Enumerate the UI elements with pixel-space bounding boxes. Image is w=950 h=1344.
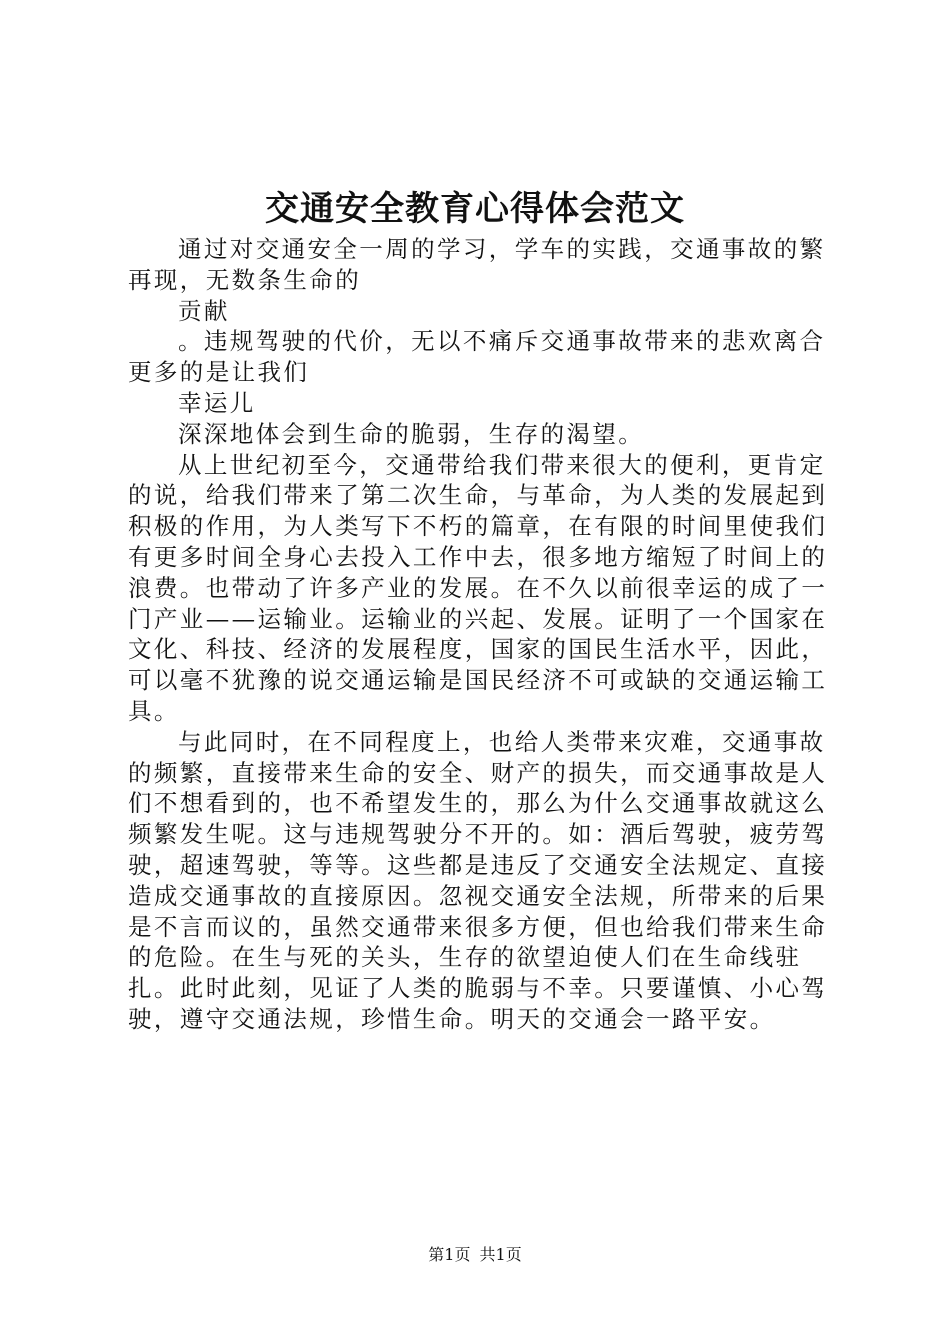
document-title: 交通安全教育心得体会范文 — [265, 189, 685, 229]
paragraph: 深深地体会到生命的脆弱，生存的渴望。 — [178, 419, 645, 448]
paragraph: 与此同时，在不同程度上，也给人类带来灾难，交通事故的频繁，直接带来生命的安全、财产的损失，而交通事故是人们不想看到的，也不希望发生的，那么为什么交通事故就这么频繁发生呢。这与违规驾驶分不开的。如：酒后驾驶，疲劳驾驶，超速驾驶，等等。这些都是违反了交通安全法规定、直接造成交通事故的直接原因。忽视交通安全法规，所带来的后果是不言而议的，虽然交通带来很多方便，但也给我们带来生命的危险。在生与死的关头，生存的欲望迫使人们在生命线驻扎。此时此刻，见证了人类的脆弱与不幸。只要谨慎、小心驾驶，遵守交通法规，珍惜生命。明天的交通会一路平安。 — [128, 727, 828, 1033]
paragraph: 贡献 — [178, 296, 230, 325]
page-total: 共1页 — [479, 1245, 522, 1264]
document-body — [128, 234, 828, 1035]
paragraph: 幸运儿 — [178, 388, 256, 417]
paragraph: 从上世纪初至今，交通带给我们带来很大的便利，更肯定的说，给我们带来了第二次生命，与革命，为人类的发展起到积极的作用，为人类写下不朽的篇章，在有限的时间里使我们有更多时间全身心去投入工作中去，很多地方缩短了时间上的浪费。也带动了许多产业的发展。在不久以前很幸运的成了一门产业——运输业。运输业的兴起、发展。证明了一个国家在文化、科技、经济的发展程度，国家的国民生活水平，因此，可以毫不犹豫的说交通运输是国民经济不可或缺的交通运输工具。 — [128, 450, 828, 725]
paragraph: 。违规驾驶的代价，无以不痛斥交通事故带来的悲欢离合更多的是让我们 — [128, 327, 826, 387]
paragraph: 通过对交通安全一周的学习，学车的实践，交通事故的繁再现，无数条生命的 — [128, 235, 826, 294]
page-footer — [0, 1244, 950, 1266]
page-number: 第1页 — [428, 1245, 471, 1264]
